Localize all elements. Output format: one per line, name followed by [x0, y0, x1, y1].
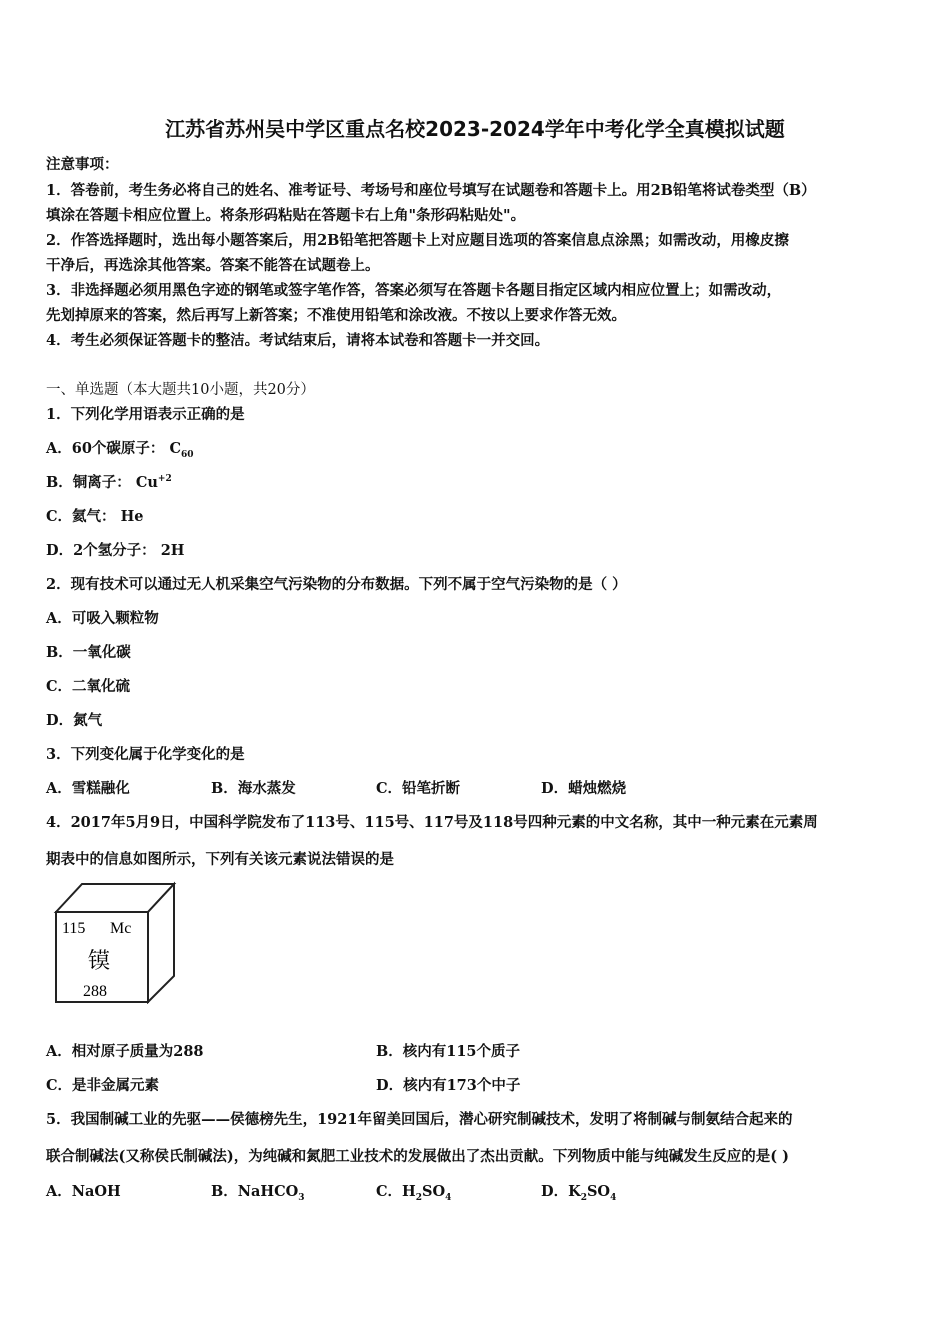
option-text: D．K — [541, 1183, 581, 1200]
question-5-option-c — [376, 1180, 451, 1203]
question-2-option-b: B．一氧化碳 — [46, 644, 131, 661]
question-4-option-a: A．相对原子质量为288 — [46, 1043, 204, 1060]
formula-subscript: 4 — [610, 1192, 617, 1203]
option-text: SO — [586, 1183, 611, 1200]
formula-superscript: +2 — [157, 474, 172, 485]
option-text: SO — [422, 1183, 446, 1200]
question-2-option-d: D．氮气 — [46, 712, 103, 729]
question-3-option-b: B．海水蒸发 — [211, 780, 296, 797]
formula-subscript: 2 — [580, 1192, 587, 1203]
page-title: 江苏省苏州吴中学区重点名校2023-2024学年中考化学全真模拟试题 — [165, 117, 785, 141]
question-3-option-d: D．蜡烛燃烧 — [541, 780, 627, 797]
question-2-stem: 2．现有技术可以通过无人机采集空气污染物的分布数据。下列不属于空气污染物的是（ ） — [46, 576, 627, 593]
question-1-option-b — [46, 471, 172, 492]
question-3-stem: 3．下列变化属于化学变化的是 — [46, 746, 245, 763]
question-4-option-d: D．核内有173个中子 — [376, 1077, 521, 1094]
question-1-option-a — [46, 437, 194, 460]
question-3-option-c: C．铅笔折断 — [376, 780, 461, 797]
option-text: C．H — [376, 1183, 416, 1200]
question-2-option-a: A．可吸入颗粒物 — [46, 610, 159, 627]
section-heading: 一、单选题（本大题共10小题，共20分） — [46, 382, 315, 398]
notice-line: 填涂在答题卡相应位置上。将条形码粘贴在答题卡右上角"条形码粘贴处"。 — [46, 207, 526, 224]
question-4-option-b: B．核内有115个质子 — [376, 1043, 521, 1060]
question-5-option-d — [541, 1180, 616, 1203]
formula-subscript: 3 — [298, 1192, 305, 1203]
element-number: 115 — [62, 920, 86, 937]
question-5-option-a: A．NaOH — [46, 1183, 121, 1200]
formula-subscript: 4 — [445, 1192, 452, 1203]
option-text: B．铜离子： — [46, 474, 131, 491]
question-1-option-c: C．氦气： He — [46, 508, 144, 525]
formula-symbol: C — [169, 440, 182, 457]
notice-line: 干净后，再选涂其他答案。答案不能答在试题卷上。 — [46, 257, 380, 274]
question-4-stem-line-1: 4．2017年5月9日，中国科学院发布了113号、115号、117号及118号四种元素的中文名称，其中一种元素在元素周 — [46, 814, 818, 831]
element-name: 镆 — [88, 949, 111, 974]
question-3-option-a: A．雪糕融化 — [46, 780, 130, 797]
question-2-option-c: C．二氧化硫 — [46, 678, 131, 695]
notice-line: 1．答卷前，考生务必将自己的姓名、准考证号、考场号和座位号填写在试题卷和答题卡上。用2B铅笔将试卷类型（B） — [46, 182, 816, 199]
formula-symbol: Cu — [135, 474, 158, 491]
option-text: A．60个碳原子： — [46, 440, 165, 457]
question-1-stem: 1．下列化学用语表示正确的是 — [46, 406, 245, 423]
notice-line: 4．考生必须保证答题卡的整洁。考试结束后，请将本试卷和答题卡一并交回。 — [46, 332, 550, 349]
question-1-option-d: D．2个氢分子： 2H — [46, 542, 185, 559]
notice-line: 2．作答选择题时，选出每小题答案后，用2B铅笔把答题卡上对应题目选项的答案信息点涂黑；如需改动，用橡皮擦 — [46, 232, 789, 249]
question-5-stem-line-2: 联合制碱法(又称侯氏制碱法)，为纯碱和氮肥工业技术的发展做出了杰出贡献。下列物质中能与纯碱发生反应的是( ) — [46, 1148, 789, 1165]
notice-heading: 注意事项： — [46, 156, 119, 173]
formula-subscript: 2 — [415, 1192, 423, 1203]
notice-line: 先划掉原来的答案，然后再写上新答案；不准使用铅笔和涂改液。不按以上要求作答无效。 — [46, 307, 626, 324]
element-symbol: Mc — [110, 920, 132, 937]
option-text: B．NaHCO — [211, 1183, 299, 1200]
question-4-stem-line-2: 期表中的信息如图所示，下列有关该元素说法错误的是 — [46, 851, 394, 868]
question-5-stem-line-1: 5．我国制碱工业的先驱——侯德榜先生，1921年留美回国后，潜心研究制碱技术，发明了将制碱与制氨结合起来的 — [46, 1111, 793, 1128]
periodic-element-cube — [52, 876, 180, 1004]
question-4-option-c: C．是非金属元素 — [46, 1077, 160, 1094]
question-5-option-b — [211, 1180, 305, 1203]
notice-line: 3．非选择题必须用黑色字迹的钢笔或签字笔作答，答案必须写在答题卡各题目指定区域内相应位置上；如需改动， — [46, 282, 782, 299]
element-mass: 288 — [83, 983, 107, 1000]
formula-subscript: 60 — [181, 449, 194, 460]
